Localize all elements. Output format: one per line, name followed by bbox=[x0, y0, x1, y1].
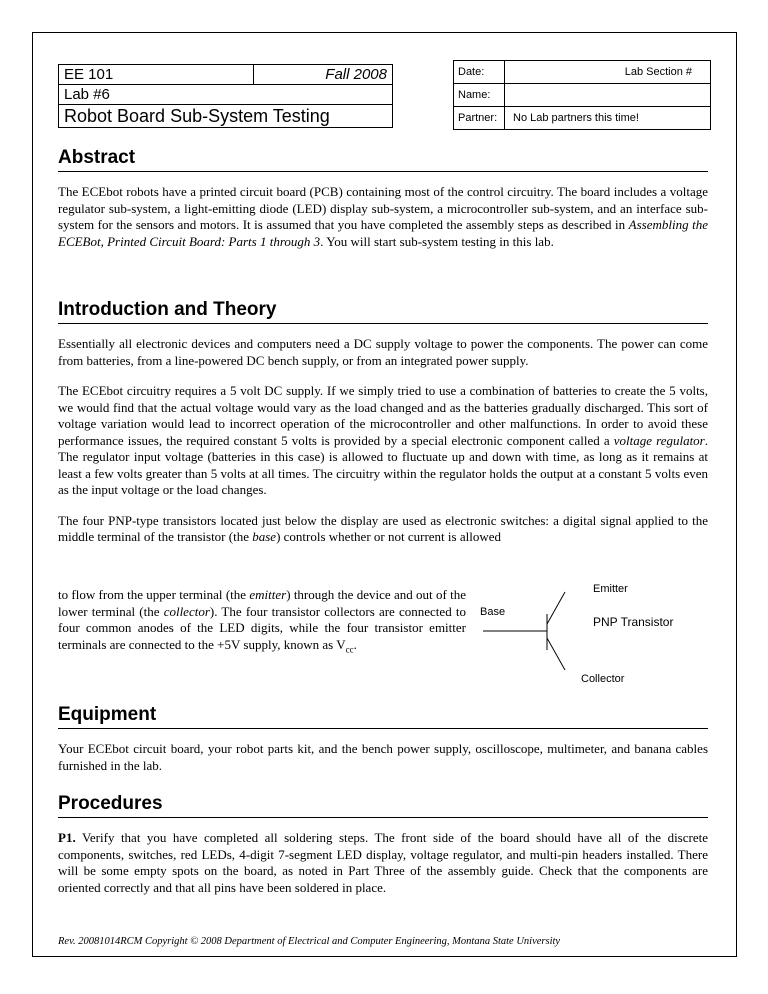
partner-value: No Lab partners this time! bbox=[513, 112, 639, 124]
procedures-section bbox=[58, 793, 708, 896]
equipment-paragraph: Your ECEbot circuit board, your robot parts kit, and the bench power supply, oscilloscope, multimeter, and banana cables furnished in the lab. bbox=[58, 741, 708, 773]
assembly-guide-reference: Assembling the ECEBot, Printed Circuit Board: Parts 1 through 3 bbox=[58, 217, 708, 249]
procedure-p1-label: P1. bbox=[58, 830, 76, 845]
intro-section bbox=[58, 299, 708, 546]
intro-paragraph-3: The four PNP-type transistors located just below the display are used as electronic switches: a digital signal applied to the middle terminal of the transistor (the base) controls whether or not current is allowed bbox=[58, 512, 708, 544]
lab-section-label: Lab Section # bbox=[624, 66, 692, 78]
abstract-heading: Abstract bbox=[58, 147, 708, 172]
abstract-section bbox=[58, 147, 708, 250]
pnp-transistor-figure bbox=[475, 578, 695, 688]
voltage-regulator-term: voltage regulator bbox=[613, 432, 705, 448]
partner-label: Partner: bbox=[454, 107, 505, 130]
lab-title: Robot Board Sub-System Testing bbox=[59, 105, 393, 128]
procedures-heading: Procedures bbox=[58, 793, 708, 818]
procedure-p1: P1. Verify that you have completed all soldering steps. The front side of the board should have all of the discrete components, switches, red LEDs, 4-digit 7-segment LED display, voltage regulator, and multi-pin headers installed. There will be some empty spots on the board, as noted in Part Three of the assembly guide. Check that the components are oriented correctly and that all pins have been soldered in place. bbox=[58, 830, 708, 895]
collector-label: Collector bbox=[581, 673, 625, 685]
equipment-section bbox=[58, 704, 708, 774]
collector-term: collector bbox=[163, 603, 210, 619]
base-term: base bbox=[252, 529, 277, 544]
intro-heading: Introduction and Theory bbox=[58, 299, 708, 324]
emitter-label: Emitter bbox=[593, 583, 628, 595]
date-label: Date: bbox=[454, 61, 505, 84]
intro-paragraph-3-continued: to flow from the upper terminal (the emitter) through the device and out of the lower terminal (the collector). The four transistor collectors are connected to four common anodes of the LED digits, while the four transistor emitter terminals are connected to the +5V supply, known as $V_{cc}$. bbox=[58, 587, 466, 655]
emitter-term: emitter bbox=[249, 587, 287, 602]
header-title-block bbox=[58, 64, 393, 128]
equipment-heading: Equipment bbox=[58, 704, 708, 729]
footer-copyright: Rev. 20081014RCM Copyright © 2008 Department of Electrical and Computer Engineering, Montana State University bbox=[58, 936, 561, 947]
student-info-box bbox=[453, 60, 711, 130]
intro-paragraph-2: The ECEbot circuitry requires a 5 volt DC supply. If we simply tried to use a combination of batteries to create the 5 volts, we would find that the actual voltage would vary as the load changed and as the batteries gradually discharged. This sort of voltage variation would lead to incorrect operation of the microcontroller and other malfunctions. In order to avoid these performance issues, the required constant 5 volts is provided by a special electronic component called a voltage regulator. The regulator input voltage (batteries in this case) is allowed to fluctuate up and down with time, as long as it remains at least a few volts greater than 5 volts at all times. The circuitry within the regulator holds the output at a constant 5 volts even as the input voltage or the load changes. bbox=[58, 383, 708, 497]
pnp-transistor-symbol bbox=[475, 578, 695, 688]
term: Fall 2008 bbox=[254, 65, 393, 85]
name-field bbox=[505, 84, 711, 107]
course-code: EE 101 bbox=[59, 65, 254, 85]
base-label: Base bbox=[480, 606, 506, 618]
intro-paragraph-1: Essentially all electronic devices and computers need a DC supply voltage to power the components. The power can come from batteries, from a line-powered DC bench supply, or from an integrated power supply. bbox=[58, 336, 708, 368]
name-label: Name: bbox=[454, 84, 505, 107]
lab-number: Lab #6 bbox=[59, 85, 393, 105]
figure-caption: PNP Transistor bbox=[593, 615, 674, 629]
abstract-paragraph: The ECEbot robots have a printed circuit board (PCB) containing most of the control circuitry. The board includes a voltage regulator sub-system, a light-emitting diode (LED) display sub-system, a microcontroller sub-system, and an interface sub-system for the sensors and motors. It is assumed that you have completed the assembly steps as described in Assembling the ECEBot, Printed Circuit Board: Parts 1 through 3. You will start sub-system testing in this lab. bbox=[58, 184, 708, 249]
